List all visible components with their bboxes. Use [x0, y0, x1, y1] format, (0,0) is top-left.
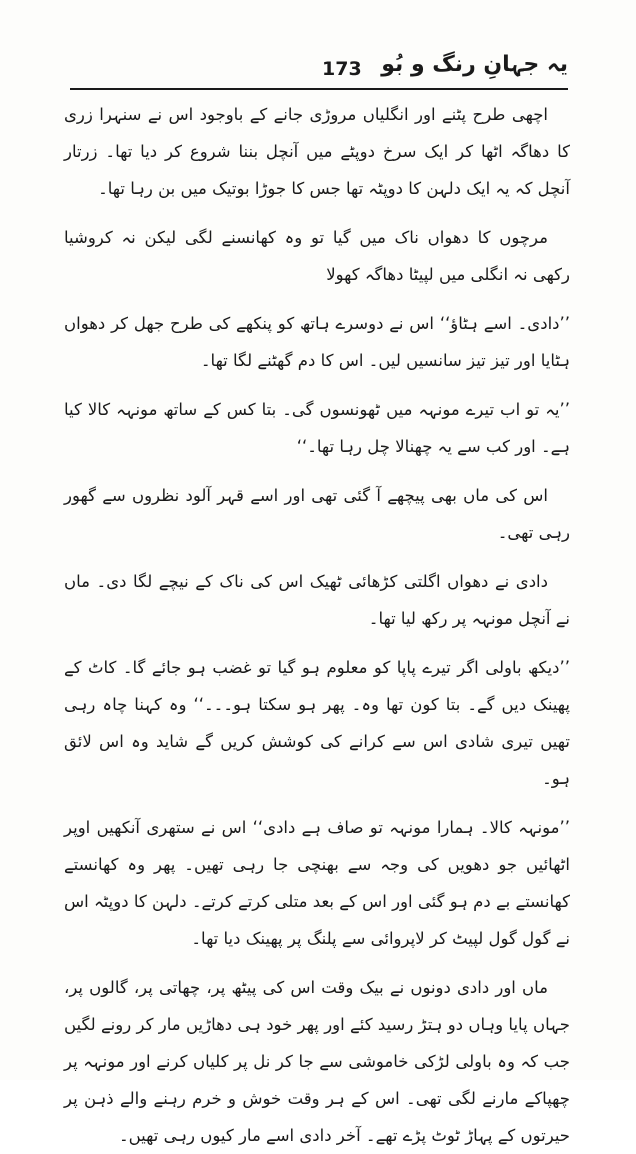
page-header: [70, 48, 568, 92]
paragraph: ’’یہ تو اب تیرے مونہہ میں ٹھونسوں گی۔ بتا کس کے ساتھ مونہہ کالا کیا ہے۔ اور کب سے یہ چھنالا چل رہا تھا۔‘‘: [64, 400, 570, 456]
paragraph: اس کی ماں بھی پیچھے آ گئی تھی اور اسے قہر آلود نظروں سے گھور رہی تھی۔: [64, 486, 570, 542]
header-rule: [70, 88, 568, 90]
paragraph: مرچوں کا دھواں ناک میں گیا تو وہ کھانسنے لگی لیکن نہ کروشیا رکھی نہ انگلی میں لپیٹا دھاگہ کھولا: [64, 228, 570, 284]
paragraph: ’’مونہہ کالا۔ ہمارا مونہہ تو صاف ہے دادی‘‘ اس نے ستھری آنکھیں اوپر اٹھائیں جو دھویں کی وجہ سے بھنچی جا رہی تھیں۔ پھر وہ کھانستے کھانستے بے دم ہو گئی اور اس کے بعد متلی کرتے کرتے۔ دلہن کا دوپٹہ اس نے گول گول لپیٹ کر لاپروائی سے پلنگ پر پھینک دیا تھا۔: [64, 818, 570, 948]
book-title: یہ جہانِ رنگ و بُو: [381, 52, 568, 77]
page-number: 173: [322, 58, 362, 80]
paragraph: ماں اور دادی دونوں نے بیک وقت اس کی پیٹھ پر، چھاتی پر، گالوں پر، جہاں پایا وہاں دو ہتڑ رسید کئے اور پھر خود ہی دھاڑیں مار کر رونے لگیں جب کہ وہ باولی لڑکی خاموشی سے جا کر نل پر کلیاں کرنے اور مونہہ پر چھپاکے مارنے لگی تھی۔ اس کے ہر وقت خوش و خرم رہنے والے ذہن پر حیرتوں کے پہاڑ ٹوٹ پڑے تھے۔ آخر دادی اسے مار کیوں رہی تھیں۔: [64, 978, 570, 1145]
paragraph: ’’دادی۔ اسے ہٹاؤ‘‘ اس نے دوسرے ہاتھ کو پنکھے کی طرح جھل کر دھواں ہٹایا اور تیز تیز سانسیں لیں۔ اس کا دم گھٹنے لگا تھا۔: [64, 314, 570, 370]
paragraph: اچھی طرح پٹنے اور انگلیاں مروڑی جانے کے باوجود اس نے سنہرا زری کا دھاگہ اٹھا کر ایک سرخ دوپٹے میں آنچل بننا شروع کر دیا تھا۔ زرتار آنچل کہ یہ ایک دلہن کا دوپٹہ تھا جس کا جوڑا بوتیک میں بن رہا تھا۔: [64, 105, 570, 198]
paragraph: ’’دیکھ باولی اگر تیرے پاپا کو معلوم ہو گیا تو غضب ہو جائے گا۔ کاٹ کے پھینک دیں گے۔ بتا کون تھا وہ۔ پھر ہو سکتا ہو۔۔۔‘‘ وہ کہنا چاہ رہی تھیں تیری شادی اس سے کرانے کی کوشش کریں گے شاید وہ اس لائق ہو۔: [64, 658, 570, 788]
page-body: [64, 96, 570, 1145]
paragraph: دادی نے دھواں اگلتی کڑھائی ٹھیک اس کی ناک کے نیچے لگا دی۔ ماں نے آنچل مونہہ پر رکھ لیا تھا۔: [64, 572, 570, 628]
